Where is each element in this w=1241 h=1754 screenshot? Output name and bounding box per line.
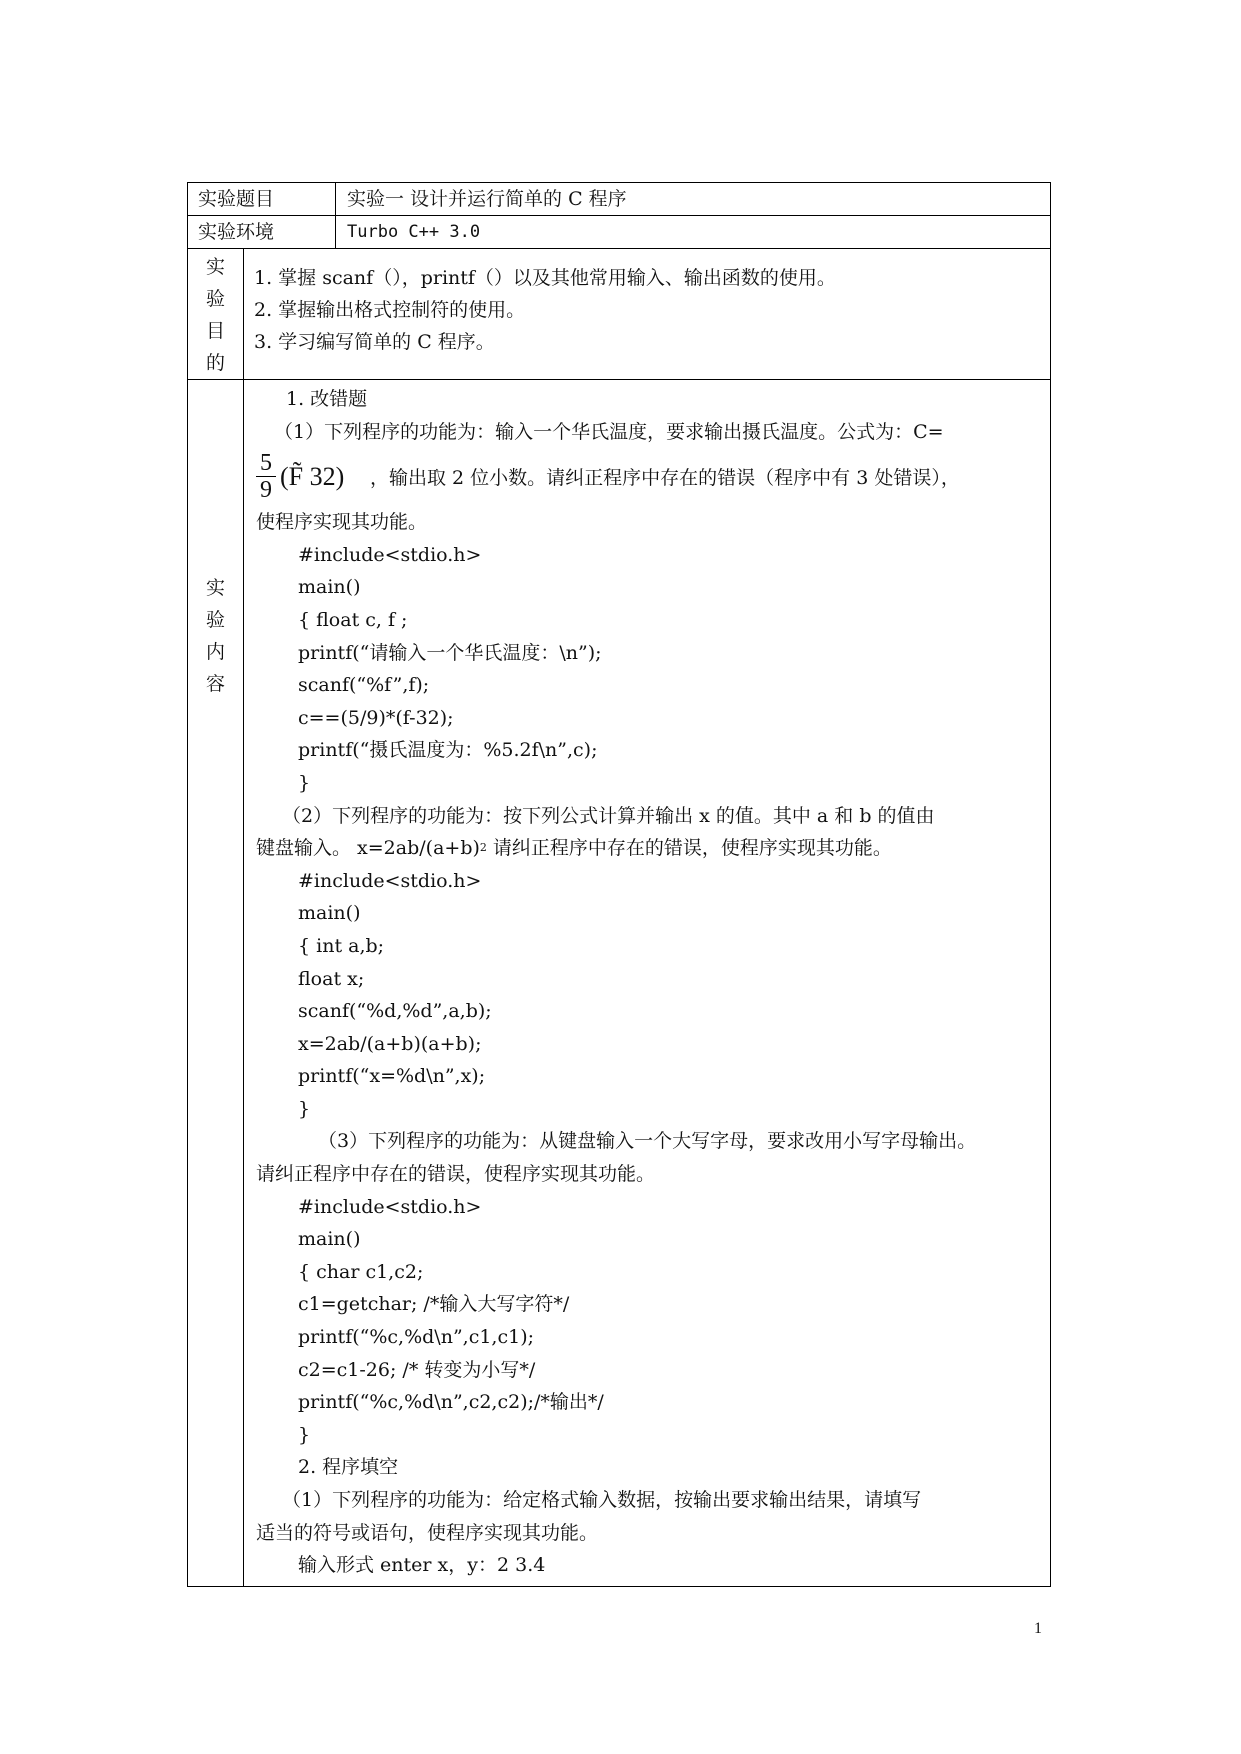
section-title: 2. 程序填空	[298, 1456, 399, 1479]
formula-fraction: $\frac{5}{9}$	[256, 450, 276, 503]
code-line: { char c1,c2;	[298, 1260, 424, 1283]
code-line: }	[298, 1423, 311, 1446]
code-line: printf(“%c,%d\n”,c2,c2);/*输出*/	[298, 1391, 604, 1414]
environment-row	[188, 216, 1050, 249]
code-line: }	[298, 771, 311, 794]
code-line: main()	[298, 902, 361, 925]
code-line: printf(“摄氏温度为：%5.2f\n”,c);	[298, 739, 598, 762]
code-line: { int a,b;	[298, 934, 385, 957]
input-form-line: 输入形式 enter x，y：2 3.4	[298, 1554, 546, 1577]
code-line: printf(“请输入一个华氏温度：\n”);	[298, 641, 602, 664]
code-line: x=2ab/(a+b)(a+b);	[298, 1032, 482, 1055]
code-line: float x;	[298, 967, 365, 990]
experiment-content	[256, 383, 1042, 1582]
code-line: c1=getchar; /*输入大写字符*/	[298, 1293, 570, 1316]
paragraph: 使程序实现其功能。	[256, 511, 428, 534]
code-line: main()	[298, 1228, 361, 1251]
purpose-item: 2. 掌握输出格式控制符的使用。	[254, 299, 526, 321]
code-line: c==(5/9)*(f-32);	[298, 706, 454, 729]
code-line: printf(“%c,%d\n”,c1,c1);	[298, 1326, 535, 1349]
paragraph: 适当的符号或语句，使程序实现其功能。	[256, 1521, 599, 1544]
purpose-row	[188, 249, 1050, 380]
page-number: 1	[1034, 1620, 1042, 1637]
paragraph: 键盘输入。 $x=2ab/(a+b)^2$ 请纠正程序中存在的错误，使程序实现其功能。	[256, 837, 892, 860]
formula-line	[256, 448, 1042, 506]
purpose-label: 实 验 目 的	[205, 256, 225, 374]
code-line: { float c, f ;	[298, 608, 408, 631]
paragraph: （1）下列程序的功能为：输入一个华氏温度，要求输出摄氏温度。公式为：C=	[274, 420, 944, 443]
code-line: #include<stdio.h>	[298, 869, 482, 892]
environment-label: 实验环境	[198, 221, 275, 243]
content-label: 实 验 内 容	[205, 577, 225, 695]
code-line: #include<stdio.h>	[298, 543, 482, 566]
paragraph: 请纠正程序中存在的错误，使程序实现其功能。	[256, 1163, 656, 1186]
code-line: scanf(“%d,%d”,a,b);	[298, 1000, 492, 1023]
code-line: }	[298, 1097, 311, 1120]
code-line: printf(“x=%d\n”,x);	[298, 1065, 486, 1088]
code-line: #include<stdio.h>	[298, 1195, 482, 1218]
content-row	[188, 380, 1050, 1586]
paragraph: ，输出取 2 位小数。请纠正程序中存在的错误（程序中有 3 处错误），	[370, 467, 960, 490]
code-line: scanf(“%f”,f);	[298, 674, 430, 697]
purpose-item: 1. 掌握 scanf（），printf（）以及其他常用输入、输出函数的使用。	[254, 267, 836, 289]
title-row	[188, 183, 1050, 216]
paragraph: （2）下列程序的功能为：按下列公式计算并输出 x 的值。其中 a 和 b 的值由	[282, 804, 935, 827]
section-title: 1. 改错题	[286, 388, 368, 410]
paragraph: （1）下列程序的功能为：给定格式输入数据，按输出要求输出结果，请填写	[282, 1489, 922, 1511]
formula-body: (F̃ 32)	[280, 462, 345, 492]
code-line: main()	[298, 576, 361, 599]
title-value: 实验一 设计并运行简单的 C 程序	[347, 188, 627, 210]
code-line: c2=c1-26; /* 转变为小写*/	[298, 1358, 536, 1381]
paragraph: （3）下列程序的功能为：从键盘输入一个大写字母，要求改用小写字母输出。	[318, 1130, 977, 1153]
environment-value: Turbo C++ 3.0	[347, 222, 481, 242]
title-label: 实验题目	[198, 188, 275, 210]
experiment-table	[187, 182, 1051, 1587]
purpose-item: 3. 学习编写简单的 C 程序。	[254, 331, 495, 353]
